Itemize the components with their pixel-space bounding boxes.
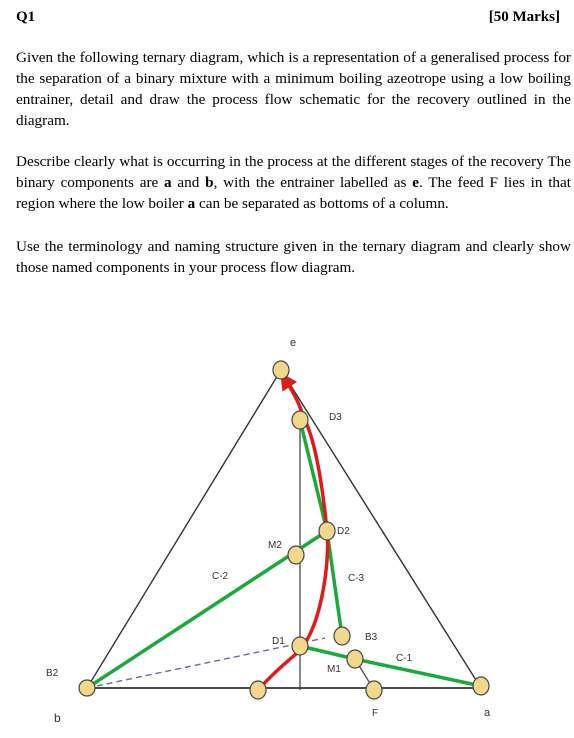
question-number: Q1 (16, 9, 36, 25)
label-c1: C-1 (396, 653, 413, 664)
paragraph-terminology: Use the terminology and naming structure given in the ternary diagram and clearly show those named components in your process flow diagram. (16, 238, 571, 276)
entrainer-e-bold: e (412, 174, 419, 191)
label-b: b (54, 711, 61, 725)
node-f (366, 681, 382, 699)
label-m2: M2 (268, 540, 282, 551)
label-c2: C-2 (212, 571, 229, 582)
question-marks: [50 Marks] (488, 9, 560, 25)
node-m2 (288, 546, 304, 564)
text-run: . The feed F lies in that region where the low boiler (16, 174, 571, 212)
paragraph-task: Given the following ternary diagram, which is a representation of a generalised process for the separation of a binary mixture with a minimum boiling azeotrope using a low boiling entrainer, detail and draw the process flow schematic for the recovery outlined in the diagram. (16, 49, 571, 129)
node-bottom (250, 681, 266, 699)
node-b3 (334, 627, 350, 645)
text-run: can be separated as bottoms of a column. (195, 195, 449, 212)
component-b-bold: b (205, 174, 214, 191)
label-d2: D2 (337, 526, 350, 537)
label-a: a (484, 707, 491, 719)
node-b2 (79, 680, 95, 696)
label-d3: D3 (329, 412, 342, 423)
label-c3: C-3 (348, 573, 365, 584)
text-run: and (171, 174, 206, 191)
component-a-bold: a (187, 195, 196, 212)
label-d1: D1 (272, 636, 285, 647)
text-run: , with the entrainer labelled as (213, 174, 413, 191)
component-a-bold: a (164, 174, 172, 191)
node-e (273, 361, 289, 379)
node-d1 (292, 637, 308, 655)
label-b2: B2 (46, 668, 59, 679)
node-d3 (292, 411, 308, 429)
node-d2 (319, 522, 335, 540)
label-f: F (372, 708, 379, 719)
text-run: Describe clearly what is occurring in the process at the different stages of the recovery The binary components are (16, 153, 571, 191)
node-m1 (347, 650, 363, 668)
label-b3: B3 (365, 632, 378, 643)
node-a (473, 677, 489, 695)
label-m1: M1 (327, 664, 341, 675)
label-e: e (290, 337, 297, 349)
